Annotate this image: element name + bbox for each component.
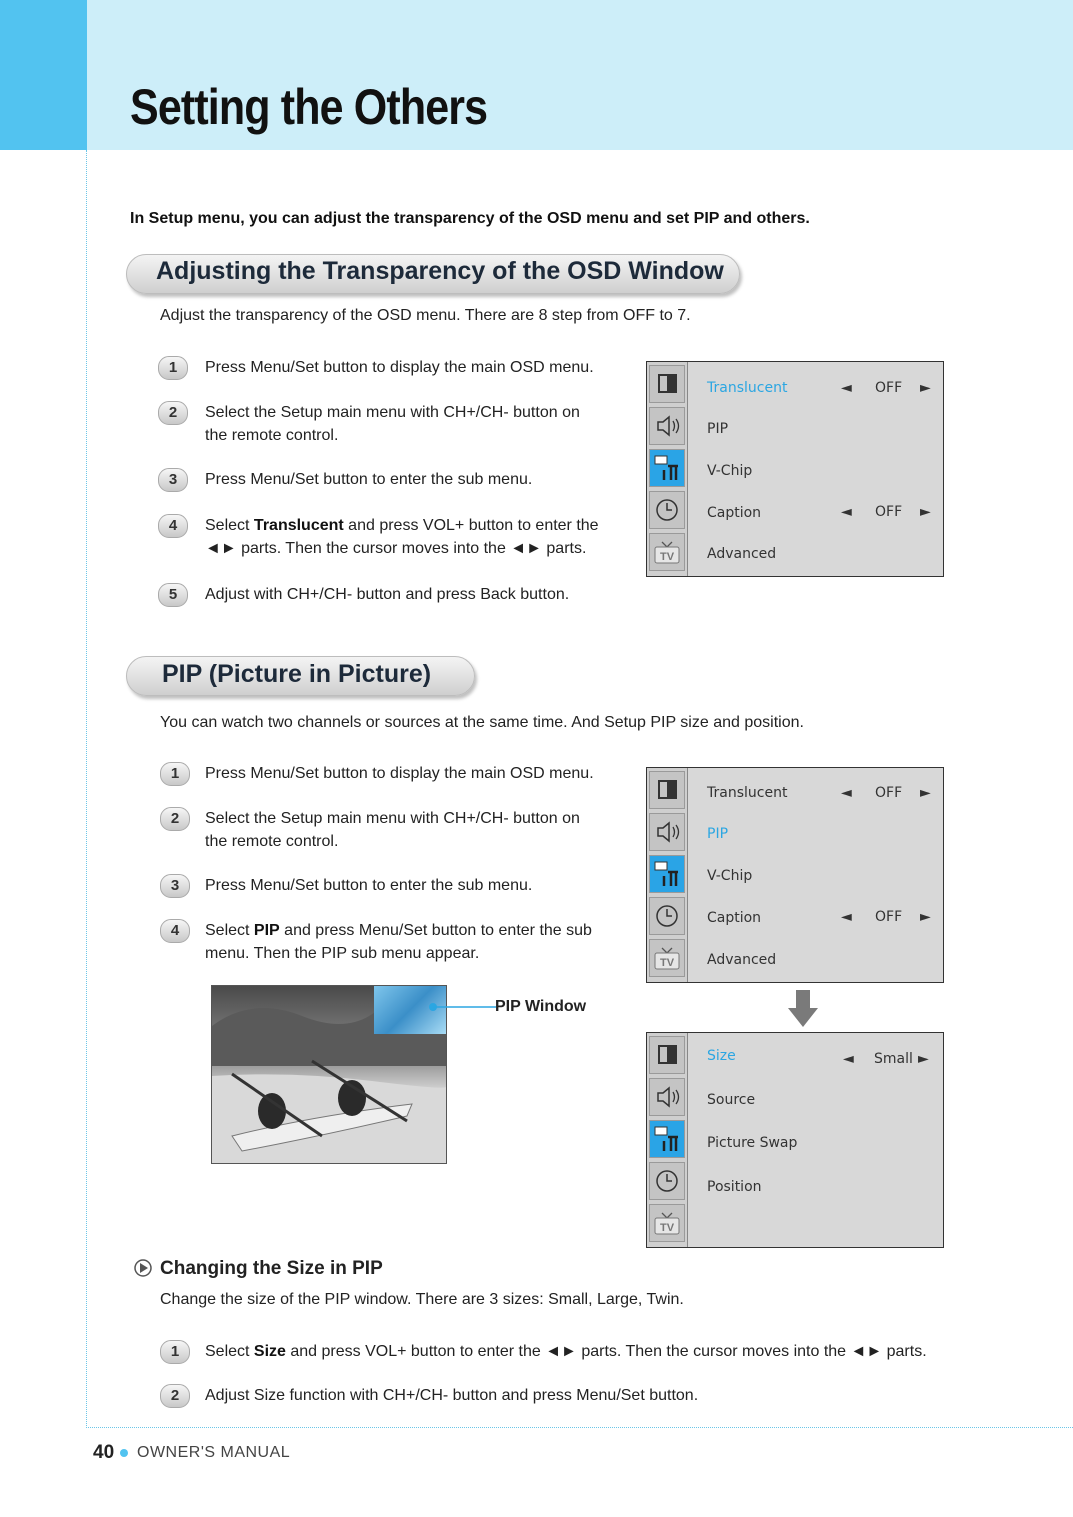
osd-row-position[interactable]: Position <box>707 1179 762 1195</box>
picture-icon <box>649 365 685 403</box>
setup-icon <box>649 855 685 893</box>
osd-row-caption[interactable]: Caption <box>707 505 762 521</box>
osd-row-translucent[interactable]: Translucent <box>707 785 788 801</box>
setup-icon <box>649 449 685 487</box>
section1-heading: Adjusting the Transparency of the OSD Window <box>156 257 724 285</box>
play-bullet-icon <box>133 1258 153 1278</box>
osd-row-source[interactable]: Source <box>707 1092 756 1108</box>
osd-row-vchip[interactable]: V-Chip <box>707 463 753 479</box>
osd-caption-value: OFF <box>875 909 903 925</box>
osd-pip-submenu <box>646 1032 944 1248</box>
right-arrow-icon[interactable]: ► <box>920 785 931 801</box>
footer-dot <box>120 1449 128 1457</box>
osd-row-translucent[interactable]: Translucent <box>707 380 788 396</box>
step-number: 2 <box>160 807 190 831</box>
osd-row-advanced[interactable]: Advanced <box>707 952 777 968</box>
tv-icon <box>649 533 685 571</box>
right-arrow-icon[interactable]: ► <box>920 504 931 520</box>
step-number: 1 <box>160 762 190 786</box>
step-number: 5 <box>158 583 188 607</box>
page-number: 40 <box>93 1442 115 1463</box>
clock-icon <box>649 897 685 935</box>
section2-heading: PIP (Picture in Picture) <box>162 660 432 688</box>
subsection-step-2: Adjust Size function with CH+/CH- button and press Menu/Set button. <box>205 1387 699 1404</box>
setup-icon <box>649 1120 685 1158</box>
section2-desc: You can watch two channels or sources at the same time. And Setup PIP size and position. <box>160 714 804 731</box>
right-arrow-icon[interactable]: ► <box>920 380 931 396</box>
left-arrow-icon[interactable]: ◄ <box>841 785 852 801</box>
section1-step-1: Press Menu/Set button to display the main OSD menu. <box>205 359 594 376</box>
section2-step-4: Select PIP and press Menu/Set button to enter the sub menu. Then the PIP sub menu appear. <box>205 922 592 962</box>
margin-guide-vertical <box>86 150 87 1428</box>
svg-text:TV: TV <box>659 551 675 563</box>
left-arrow-icon[interactable]: ◄ <box>841 504 852 520</box>
page-title: Setting the Others <box>130 79 488 135</box>
header-tab <box>0 0 87 150</box>
osd-row-caption[interactable]: Caption <box>707 910 762 926</box>
sound-icon <box>649 813 685 851</box>
tv-icon <box>649 1204 685 1242</box>
margin-guide-horizontal <box>86 1427 1073 1428</box>
clock-icon <box>649 491 685 529</box>
subsection-desc: Change the size of the PIP window. There are 3 sizes: Small, Large, Twin. <box>160 1291 684 1308</box>
osd-row-pip[interactable]: PIP <box>707 826 729 842</box>
osd-translucent-value: OFF <box>875 380 903 396</box>
step-number: 2 <box>158 401 188 425</box>
left-arrow-icon[interactable]: ◄ <box>843 1051 854 1067</box>
osd-size-value: Small <box>874 1051 913 1067</box>
subsection-step-1: Select Size and press VOL+ button to enter the ◄► parts. Then the cursor moves into the ◄► parts. <box>205 1343 927 1360</box>
osd-caption-value: OFF <box>875 504 903 520</box>
tv-icon <box>649 939 685 977</box>
left-arrow-icon[interactable]: ◄ <box>841 909 852 925</box>
osd-setup-menu-pip <box>646 767 944 983</box>
picture-icon <box>649 771 685 809</box>
section1-step-5: Adjust with CH+/CH- button and press Back button. <box>205 586 570 603</box>
sound-icon <box>649 1078 685 1116</box>
clock-icon <box>649 1162 685 1200</box>
left-arrow-icon[interactable]: ◄ <box>841 380 852 396</box>
osd-row-size[interactable]: Size <box>707 1048 736 1064</box>
intro-text: In Setup menu, you can adjust the transparency of the OSD menu and set PIP and others. <box>130 210 810 227</box>
osd-row-picture-swap[interactable]: Picture Swap <box>707 1135 798 1151</box>
step-number: 1 <box>158 356 188 380</box>
footer-manual-label: OWNER'S MANUAL <box>137 1444 291 1461</box>
section1-desc: Adjust the transparency of the OSD menu. There are 8 step from OFF to 7. <box>160 307 691 324</box>
section1-step-3: Press Menu/Set button to enter the sub menu. <box>205 471 533 488</box>
section2-step-3: Press Menu/Set button to enter the sub menu. <box>205 877 533 894</box>
osd-setup-menu <box>646 361 944 577</box>
section1-step-2: Select the Setup main menu with CH+/CH- button on the remote control. <box>205 404 580 444</box>
section1-step-4: Select Translucent and press VOL+ button to enter the ◄► parts. Then the cursor moves into the ◄► parts. <box>205 517 599 557</box>
pip-window-label: PIP Window <box>495 998 587 1015</box>
right-arrow-icon[interactable]: ► <box>918 1051 929 1067</box>
pip-example-photo <box>211 985 447 1164</box>
osd-row-pip[interactable]: PIP <box>707 421 729 437</box>
svg-text:TV: TV <box>659 1222 675 1234</box>
picture-icon <box>649 1036 685 1074</box>
right-arrow-icon[interactable]: ► <box>920 909 931 925</box>
sound-icon <box>649 407 685 445</box>
osd-row-advanced[interactable]: Advanced <box>707 546 777 562</box>
subsection-heading: Changing the Size in PIP <box>160 1258 383 1279</box>
step-number: 1 <box>160 1340 190 1364</box>
svg-text:TV: TV <box>659 957 675 969</box>
down-arrow-icon <box>788 990 818 1028</box>
step-number: 4 <box>160 919 190 943</box>
step-number: 2 <box>160 1384 190 1408</box>
section2-step-2: Select the Setup main menu with CH+/CH- button on the remote control. <box>205 810 580 850</box>
step-number: 4 <box>158 514 188 538</box>
osd-row-vchip[interactable]: V-Chip <box>707 868 753 884</box>
section2-step-1: Press Menu/Set button to display the main OSD menu. <box>205 765 594 782</box>
pip-window-pointer <box>428 1000 498 1014</box>
step-number: 3 <box>158 468 188 492</box>
osd-translucent-value: OFF <box>875 785 903 801</box>
step-number: 3 <box>160 874 190 898</box>
